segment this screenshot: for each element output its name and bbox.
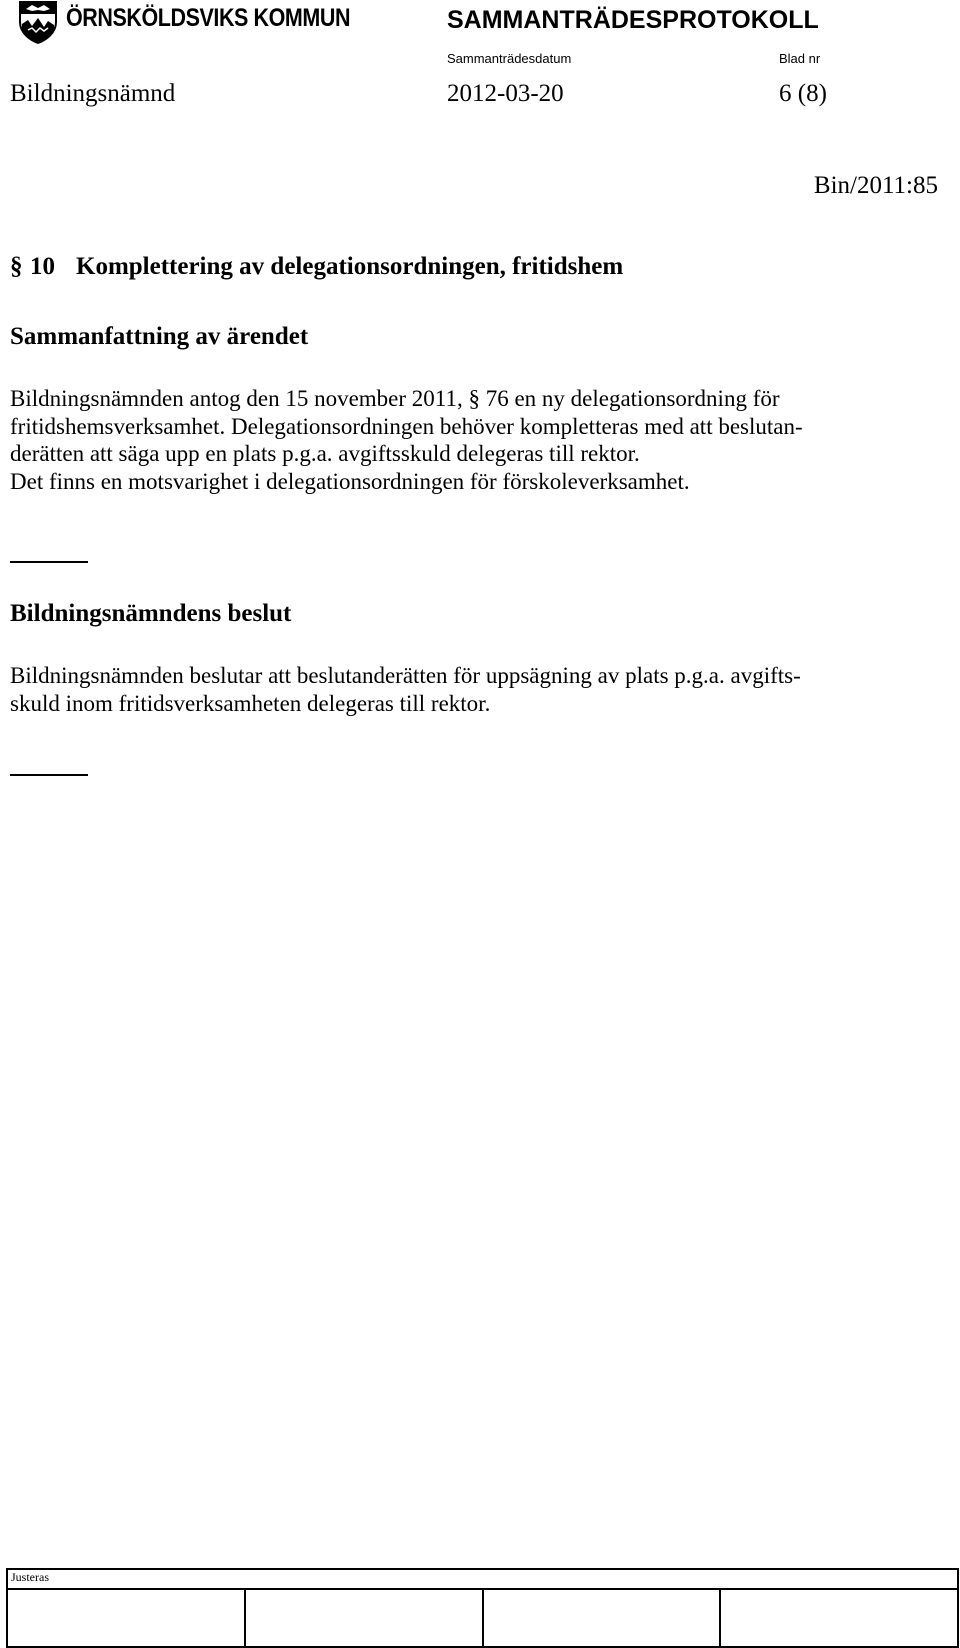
signature-cell[interactable] — [720, 1589, 958, 1647]
organization-name: ÖRNSKÖLDSVIKS KOMMUN — [66, 4, 351, 32]
summary-heading: Sammanfattning av ärendet — [10, 323, 309, 350]
justeras-label: Justeras — [7, 1569, 958, 1589]
page-label: Blad nr — [779, 51, 821, 66]
summary-line: Det finns en motsvarighet i delegationsordningen för förskoleverksamhet. — [10, 468, 690, 494]
decision-paragraph — [10, 662, 930, 717]
section-title — [10, 253, 623, 281]
section-divider — [10, 774, 88, 776]
document-type-title: SAMMANTRÄDESPROTOKOLL — [447, 6, 819, 34]
date-label: Sammanträdesdatum — [447, 51, 572, 66]
signature-table — [6, 1568, 959, 1648]
section-divider — [10, 561, 88, 563]
signature-cell[interactable] — [245, 1589, 483, 1647]
committee-name: Bildningsnämnd — [10, 80, 176, 107]
decision-line: skuld inom fritidsverksamheten delegeras till rektor. — [10, 690, 491, 716]
page-number: 6 (8) — [779, 80, 827, 107]
summary-paragraph — [10, 385, 930, 495]
summary-line: Bildningsnämnden antog den 15 november 2011, § 76 en ny delegationsordning för — [10, 386, 780, 411]
decision-heading: Bildningsnämndens beslut — [10, 600, 292, 627]
paragraph-symbol: § — [10, 253, 23, 280]
signature-cell[interactable] — [7, 1589, 245, 1647]
decision-line: Bildningsnämnden beslutar att beslutanderätten för uppsägning av plats p.g.a. avgifts- — [10, 663, 801, 688]
signature-cell[interactable] — [483, 1589, 721, 1647]
section-title-text: Komplettering av delegationsordningen, fritidshem — [76, 253, 624, 280]
summary-line: fritidshemsverksamhet. Delegationsordningen behöver kompletteras med att beslutan- — [10, 413, 803, 439]
case-reference: Bin/2011:85 — [813, 172, 938, 199]
meeting-date: 2012-03-20 — [447, 80, 564, 107]
municipality-coat-of-arms-logo — [18, 0, 58, 44]
summary-line: derätten att säga upp en plats p.g.a. avgiftsskuld delegeras till rektor. — [10, 441, 640, 467]
section-number: 10 — [30, 253, 55, 280]
